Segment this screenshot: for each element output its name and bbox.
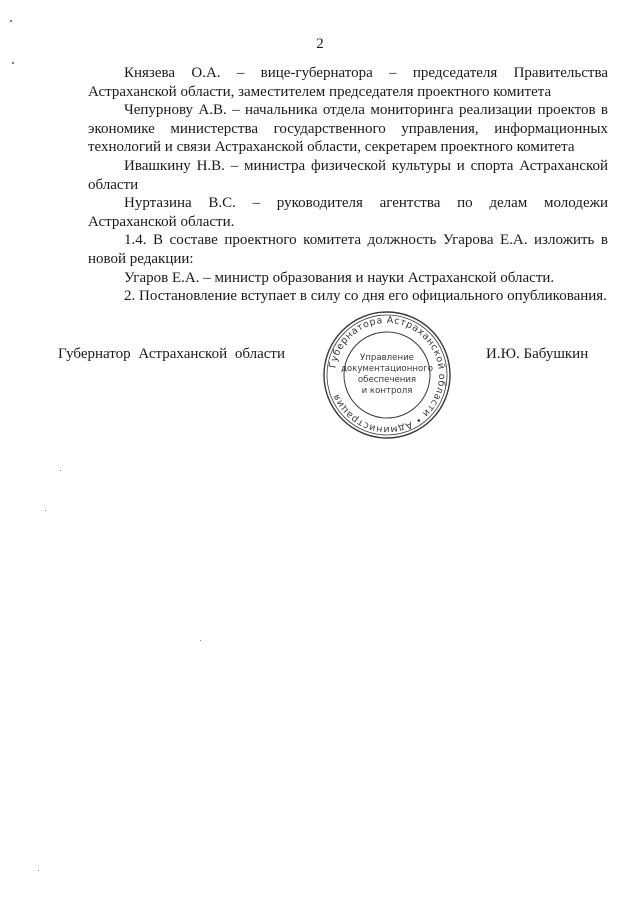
scan-speck xyxy=(200,640,201,641)
stamp-line-1: Управление xyxy=(360,353,414,363)
stamp-line-2: документационного xyxy=(340,364,434,374)
paragraph-effective-date: 2. Постановление вступает в силу со дня его официального опубликования. xyxy=(124,288,607,305)
scan-speck xyxy=(45,510,46,511)
paragraph-education-minister: Угаров Е.А. – министр образования и науки Астраханской области. xyxy=(124,269,555,286)
paragraph-item-1-4: 1.4. В составе проектного комитета должность Угарова Е.А. изложить в новой редакции: xyxy=(88,232,608,267)
scan-speck xyxy=(10,20,12,22)
paragraph-youth-agency: Нуртазина В.С. – руководителя агентства по делам молодежи Астраханской области. xyxy=(88,195,608,230)
scan-speck xyxy=(38,870,39,871)
stamp-ring-text: Губернатора Астраханской области • Администрация xyxy=(327,314,448,436)
scan-speck xyxy=(12,62,14,64)
signatory-name: И.Ю. Бабушкин xyxy=(486,346,589,362)
paragraph-secretary: Чепурнову А.В. – начальника отдела мониторинга реализации проектов в экономике министерства государственного управления, информационных технологий и связи Астраханской области, секретарем проектного комитета xyxy=(88,102,608,156)
paragraph-deputy-chair: Князева О.А. – вице-губернатора – председателя Правительства Астраханской области, заместителем председателя проектного комитета xyxy=(88,65,608,100)
signatory-position: Губернатор Астраханской области xyxy=(58,346,286,362)
paragraph-sports-minister: Ивашкину Н.В. – министра физической культуры и спорта Астраханской области xyxy=(88,157,608,193)
stamp-line-3: обеспечения xyxy=(357,375,417,385)
stamp-line-4: и контроля xyxy=(361,386,413,396)
document-body xyxy=(88,64,608,306)
official-stamp xyxy=(322,310,452,440)
page-number: 2 xyxy=(316,36,324,52)
scan-speck xyxy=(60,470,61,471)
